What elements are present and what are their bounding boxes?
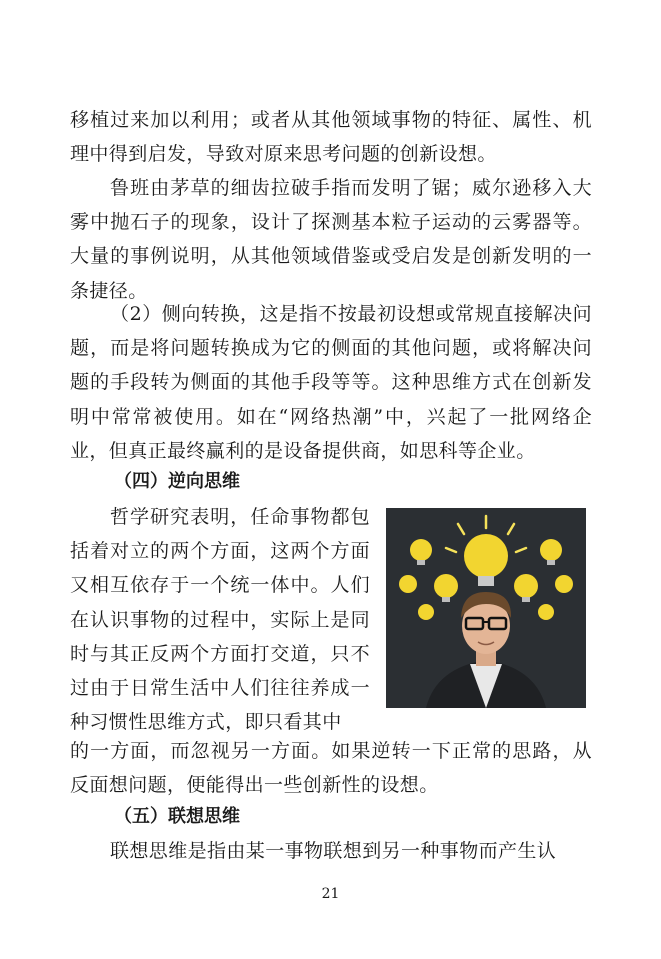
lightbulb-man-illustration xyxy=(386,508,586,708)
page-number: 21 xyxy=(321,886,340,902)
section-heading-4: （四）逆向思维 xyxy=(114,471,240,492)
paragraph-4-wrapped: 哲学研究表明，任命事物都包括着对立的两个方面，这两个方面又相互依存于一个统一体中。人们在认识事物的过程中，实际上是同时与其正反两个方面打交道，只不过由于日常生活中人们往往养成一种习惯性思维方式，即只看其中 xyxy=(70,506,370,734)
paragraph-5: 联想思维是指由某一事物联想到另一种事物而产生认 xyxy=(110,840,557,862)
paragraph-1: 移植过来加以利用；或者从其他领域事物的特征、属性、机理中得到启发，导致对原来思考问题的创新设想。 xyxy=(70,109,592,166)
paragraph-3: （2）侧向转换，这是指不按最初设想或常规直接解决问题，而是将问题转换成为它的侧面的其他问题，或将解决问题的手段转为侧面的其他手段等等。这种思维方式在创新发明中常常被使用。如在“网络热潮”中，兴起了一批网络企业，但真正最终赢利的是设备提供商，如思科等企业。 xyxy=(70,303,592,462)
paragraph-4-continued: 的一方面，而忽视另一方面。如果逆转一下正常的思路，从反面想问题，便能得出一些创新性的设想。 xyxy=(70,740,592,797)
paragraph-2: 鲁班由茅草的细齿拉破手指而发明了锯；威尔逊移入大雾中抛石子的现象，设计了探测基本粒子运动的云雾器等。大量的事例说明，从其他领域借鉴或受启发是创新发明的一条捷径。 xyxy=(70,177,592,302)
lightbulb-illustration-svg xyxy=(386,508,586,708)
section-heading-5: （五）联想思维 xyxy=(114,806,240,827)
